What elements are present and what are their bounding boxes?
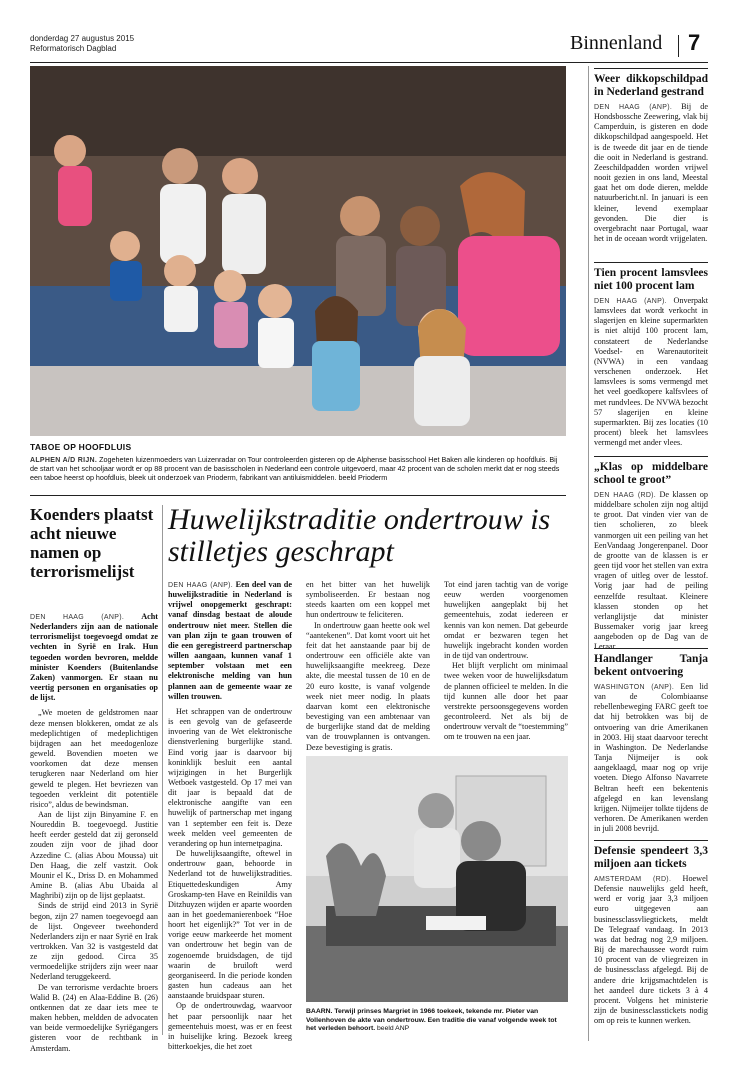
brief-text bbox=[594, 296, 708, 448]
masthead-separator bbox=[678, 35, 679, 57]
issue-date: donderdag 27 augustus 2015 bbox=[30, 34, 135, 43]
wedding-photo-dateline: BAARN. bbox=[306, 1008, 333, 1015]
right-column-divider bbox=[588, 66, 589, 1041]
main-article-paragraph: In ondertrouw gaan heette ook wel “aantekenen”. Dat komt voort uit het feit dat het aanstaande paar bij de ondertrouw een officiële akte van huwelijksaangifte meekreeg. Deze akte, die meestal tussen de 10 en de 20 euro kostte, is vanaf volgende week niet meer nodig. In plaats daarvan komt een elektronische bevestiging van een ambtenaar van de burgerlijke stand dat de melding van de trouwplannen is ontvangen. Deze bevestiging is gratis. bbox=[306, 620, 430, 752]
brief-headline: „Klas op middelbare school te groot” bbox=[594, 461, 708, 486]
brief-body: Onverpakt lamsvlees dat wordt verkocht in slagerijen en kleine supermarkten is niet altijd 100 procent lam, constateert de Nederlandse Voedsel- en Warenautoriteit (NVWA) in een vandaag verschenen onderzoek. Het lamsvlees is soms vermengd met het veel goedkopere kalfsvlees of met rundvlees. De NVWA bezocht 57 slagerijen en kleine supermarkten. Bij zes locaties (10 procent) bleek het lamsvlees vermengd met ander vlees. bbox=[594, 296, 709, 448]
brief-text bbox=[594, 682, 708, 834]
brief-tanja bbox=[594, 648, 708, 834]
main-article-lead-text: Een deel van de huwelijkstraditie in Nederland is vrijwel onopgemerkt geschrapt: vanaf dinsdag bestaat de aloude ondertrouw niet meer. Stellen die van plan zijn te gaan trouwen of die een geregistreerd partnerschap willen aangaan, kunnen vanaf 1 september volstaan met een elektronische melding van hun plannen aan de gemeente waar ze willen trouwen. bbox=[168, 580, 292, 701]
brief-body: De klassen op middelbare scholen zijn nog altijd te groot. Dat vinden vier van de tien scholieren, zo bleek vanmorgen uit een peiling van het EenVandaag Jongerenpanel. Door de grootte van de klassen is er geen tijd voor het stellen van extra vragen of uitleg over de lesstof. Vorig jaar had de peiling eenzelfde resultaat. Kleinere klassen stonden op het verlanglijstje dat minister Bussemaker vorig jaar kreeg aangeboden op de Dag van de Leraar. bbox=[594, 490, 708, 652]
main-article-column-3 bbox=[444, 580, 568, 743]
main-article-paragraph: De huwelijksaangifte, oftewel in ondertrouw gaan, behoorde in Nederland tot de huwelijkstradities. Etiquettedeskundigen Amy Groskamp-ten Have en Reinildis van Ditzhuyzen wijden er aparte woorden aan in het goedemanierenboek “Hoe hoort het eigenlijk?” Tot ver in de vorige eeuw markeerde het moment van ondertrouw het begin van de zogenoemde bruidsdagen, de tijd waarin de bruiloft werd georganiseerd. In die periode konden gasten hun cadeaus aan het aanstaande bruidspaar sturen. bbox=[168, 849, 292, 1001]
lice-check-photo-illustration bbox=[30, 66, 566, 436]
brief-text bbox=[594, 102, 708, 244]
left-article-headline: Koenders plaatst acht nieuwe namen op terrorismelijst bbox=[30, 505, 154, 581]
brief-box bbox=[594, 68, 708, 244]
brief-dateline: AMSTERDAM (RD). bbox=[594, 876, 672, 883]
brief-headline: Weer dikkopschildpad in Nederland gestrand bbox=[594, 73, 708, 98]
photo-caption-title: TABOE OP HOOFDLUIS bbox=[30, 442, 132, 452]
wedding-notice-photo bbox=[306, 756, 568, 1002]
brief-text bbox=[594, 874, 708, 1026]
left-article-lead-text: Acht Nederlanders zijn aan de nationale terrorismelijst toegevoegd omdat ze vechten in Syrië en Irak. Hun tegoeden worden bevroren, meldde minister Koenders (Buitenlandse Zaken) vanmorgen. Er staan nu veertig personen en organisaties op de lijst. bbox=[30, 612, 159, 703]
main-article-column-1 bbox=[168, 580, 292, 1052]
column-divider bbox=[162, 505, 163, 1035]
wedding-photo-caption-text: Terwijl prinses Margriet in 1966 toekeek, tekende mr. Pieter van Vollenhoven de akte van ondertrouw. Een traditie die vanaf volgende week tot het verleden behoort. bbox=[306, 1008, 557, 1033]
left-article-lead bbox=[30, 612, 158, 703]
photo-caption-dateline: ALPHEN A/D RIJN. bbox=[30, 457, 98, 464]
main-article-paragraph: Het schrappen van de ondertrouw is een gevolg van de gefaseerde invoering van de Wet elektronische dienstverlening burgerlijke stand. Eind vorig jaar is daarvoor bij koninklijk besluit een aantal wijzigingen in het Burgerlijk Wetboek vastgesteld. Op 17 mei van dit jaar is bepaald dat de elektronische aangifte van een huwelijk of partnerschap met ingang van 1 september een feit is. Deze week melden veel gemeenten de verandering op hun internetpagina. bbox=[168, 706, 292, 848]
brief-box bbox=[594, 262, 708, 448]
middle-rule bbox=[30, 495, 566, 496]
section-title: Binnenland bbox=[570, 32, 663, 54]
brief-headline: Tien procent lamsvlees niet 100 procent lam bbox=[594, 267, 708, 292]
main-article-paragraph: Het blijft verplicht om minimaal twee weken voor de huwelijksdatum de plannen officieel te melden. In die tijd kunnen alle door het paar verstrekte persoonsgegevens worden gecontroleerd. Net als bij de ondertrouw vervalt de “toestemming” om te trouwen na een jaar. bbox=[444, 661, 568, 742]
left-article-paragraph: Aan de lijst zijn Binyamine F. en Noureddin B. toegevoegd. Justitie heeft eerder gesteld dat zij geronseld zouden zijn voor de jihad door Azzedine C. (alias Abou Moussa) uit Den Haag, die zelf vastzit. Ook Mounir el K., Driss D. en Mohammed Amine B. (alias Abu Ubaida al Maghribi) zijn op de lijst geplaatst. bbox=[30, 809, 158, 901]
left-article-body bbox=[30, 612, 158, 1054]
brief-box bbox=[594, 456, 708, 653]
brief-box bbox=[594, 840, 708, 1026]
brief-box bbox=[594, 648, 708, 834]
photo-caption-credit: beeld Prioderm bbox=[338, 473, 388, 482]
brief-defense bbox=[594, 840, 708, 1026]
photo-caption-text: Zogeheten luizenmoeders van Luizenradar on Tour controleerden gisteren op de Alphense basisschool Het Baken alle kinderen op hoofdluis. Bij de start van het schooljaar wordt er op 88 procent van de basisscholen in Nederland een controle uitgevoerd, maar 42 procent van de scholen merkt dat er nog steeds een taboe heerst op hoofdluis, bleek uit onderzoek van Prioderm, fabrikant van antiluismiddelen. bbox=[30, 455, 560, 482]
brief-body: Bij de Hondsbossche Zeewering, vlak bij Camperduin, is gisteren en dode dikkopschildpad aangespoeld. Het is de tweede dit jaar en de tiende die ooit in Nederland is gestrand. Zeeschildpadden worden vrijwel nooit gezien in ons land, Meestal gaat het om dode dieren, meldde natuurbericht.nl. In januari is een kleiner, levend exemplaar gevonden. Die dier is overgebracht naar Portugal, waar het in de oceaan wordt vrijgelaten. bbox=[594, 102, 708, 244]
masthead-date-block bbox=[30, 34, 134, 54]
brief-headline: Handlanger Tanja bekent ontvoering bbox=[594, 653, 708, 678]
top-rule bbox=[30, 62, 708, 63]
brief-dateline: DEN HAAG (RD). bbox=[594, 492, 657, 499]
brief-headline: Defensie spendeert 3,3 miljoen aan tickets bbox=[594, 845, 708, 870]
page-number: 7 bbox=[688, 30, 701, 55]
main-article-lead bbox=[168, 580, 292, 702]
main-article-paragraph: Op de ondertrouwdag, waarvoor het paar persoonlijk naar het gemeentehuis moest, was er en feest in huiselijke kring. Bezoek kreeg bitterkoekjes, die het zoet bbox=[168, 1001, 292, 1052]
left-article-paragraph: Sinds de strijd eind 2013 in Syrië begon, zijn 27 namen toegevoegd aan de lijst. Ongeveer tweehonderd Nederlanders zijn er naar Syrië en Irak vertrokken. Van 32 is vastgesteld dat ze zijn gedood. Circa 35 vermoedelijke strijders zijn weer naar Nederland teruggekeerd. bbox=[30, 901, 158, 982]
wedding-notice-photo-illustration bbox=[306, 756, 568, 1002]
brief-body: Hoewel Defensie nauwelijks geld heeft, werd er vorig jaar 3,3 miljoen euro uitgegeven aan businessclassvliegtickets, meldt De Telegraaf vandaag. In 2013 was dat bedrag nog 2,9 miljoen. Bij de marechaussee wordt ruim 10 procent van de vliegreizen in de businessclass afgelegd. Bij de andere drie krijgsmachtdelen is het aandeel dure tickets 3 à 4 procent. Volgens het ministerie zijn de businessclasstickets nodig om op reis te kunnen werken. bbox=[594, 874, 708, 1026]
brief-lamb bbox=[594, 262, 708, 448]
photo-caption bbox=[30, 455, 566, 482]
main-article-paragraph: Tot eind jaren tachtig van de vorige eeuw werden voorgenomen huwelijken aangeplakt bij het gemeentehuis, zodat iedereen er kennis van kon nemen. Dat gebeurde omdat er bezwaren tegen het huwelijk ingebracht konden worden in de tijd van ondertrouw. bbox=[444, 580, 568, 661]
brief-dateline: DEN HAAG (ANP). bbox=[594, 104, 673, 111]
main-article-headline: Huwelijkstraditie ondertrouw is stilletjes geschrapt bbox=[168, 503, 551, 568]
brief-text bbox=[594, 490, 708, 653]
wedding-photo-credit: beeld ANP bbox=[377, 1025, 410, 1033]
left-article-paragraph: „We moeten de geldstromen naar deze mensen blokkeren, omdat ze als medeplichtigen of medeplichtigen bijdragen aan het meedogenloze geweld. Bovendien moeten we voorkomen dat deze mensen terugkeren naar Nederland om hier geweld te plegen. Het bevriezen van tegoeden verkleint dit potentiële risico”, aldus de bewindsman. bbox=[30, 708, 158, 809]
main-article-column-2 bbox=[306, 580, 430, 753]
brief-body: Een lid van de Colombiaanse rebellenbeweging FARC geeft toe dat hij betrokken was bij de ontvoering van drie Amerikanen in 2003. Hij staat daarvoor terecht in Washington. De Nederlandse Tanja Nijmeijer is ook aangeklaagd, maar nog op vrije voeten. Diego Alfonso Navarrete Beltran heeft een bekentenis afgelegd en kan levenslang krijgen. Nijmeijer tolkte tijdens de verhoren. De Amerikanen werden in juli 2008 bevrijd. bbox=[594, 682, 708, 834]
wedding-photo-caption bbox=[306, 1008, 568, 1034]
main-article-dateline: DEN HAAG (ANP). bbox=[168, 582, 234, 589]
left-article-dateline: DEN HAAG (ANP). bbox=[30, 614, 125, 621]
lice-check-photo bbox=[30, 66, 566, 436]
paper-name: Reformatorisch Dagblad bbox=[30, 44, 117, 53]
brief-turtle bbox=[594, 68, 708, 244]
left-article-paragraph: De van terrorisme verdachte broers Walid B. (24) en Alaa-Eddine B. (26) ontkennen dat ze daar iets mee te maken hebben, meldden de advocaten van beide vermoedelijke Syriëgangers gisteren voor de rechtbank in Amsterdam. bbox=[30, 982, 158, 1053]
main-article-paragraph: en het bitter van het huwelijk symboliseerden. Er bestaan nog steeds kaarten om een koppel met hun ondertrouw te feliciteren. bbox=[306, 580, 430, 620]
brief-dateline: DEN HAAG (ANP). bbox=[594, 298, 667, 305]
brief-dateline: WASHINGTON (ANP). bbox=[594, 684, 675, 691]
brief-classes bbox=[594, 456, 708, 653]
